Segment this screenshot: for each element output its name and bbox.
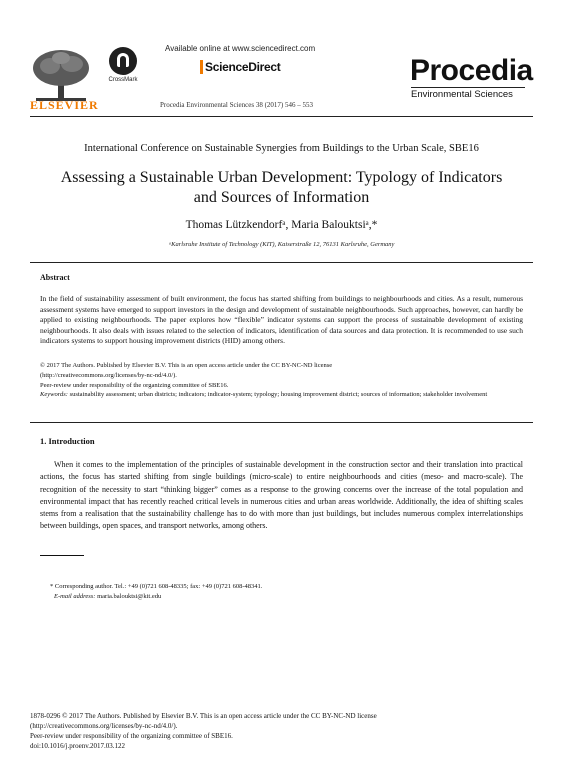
procedia-wordmark: Procedia bbox=[410, 54, 533, 87]
bottom-peer-review: Peer-review under responsibility of the organizing committee of SBE16. bbox=[30, 732, 233, 740]
introduction-text: When it comes to the implementation of the principles of sustainable development in the construction sector and their translation into practical actions, the focus has started shifting from single buildings (micro-scale) to entire neighbourhoods and cities (meso- and macro-scale). The recognition of the necessity to start “thinking bigger” comes as a response to the growing concerns over the increase of the total population and environmental impact that has recently reached critical levels in numerous cities and urban areas worldwide. Additionally, the idea of shifting scales stems from a realisation that the sustainability challenge has to do with more than just buildings, but includes numerous complex interrelationships between buildings, open spaces, and transport networks, among others. bbox=[40, 460, 523, 531]
bottom-license-link[interactable]: (http://creativecommons.org/licenses/by-nc-nd/4.0/). bbox=[30, 722, 178, 730]
keywords-label: Keywords: bbox=[40, 391, 68, 399]
abstract-heading: Abstract bbox=[40, 273, 70, 282]
abstract-text: In the field of sustainability assessment of built environment, the focus has started shifting from buildings to neighbourhoods and cities. As a result, numerous assessment systems have emerged to support investors in the design and development of sustainable neighbourhoods. Such approaches, however, can hardly be applied to existing neighbourhoods. The paper explores how “flexible” indicator systems can support the process of sustainable development of existing neighbourhoods. It also deals with issues related to the selection of indicators, identification of data sources and data protection. It is recommended to use such indicators systems to support housing improvement districts (HID) among others. bbox=[40, 294, 523, 346]
affiliation: ᵃKarlsruhe Institute of Technology (KIT), Kaiserstraße 12, 76131 Karlsruhe, Germany bbox=[168, 241, 395, 248]
email-address[interactable]: maria.balouktsi@kit.edu bbox=[95, 592, 162, 600]
header-rule bbox=[30, 116, 533, 117]
author-list: Thomas Lützkendorfᵃ, Maria Balouktsiᵃ,* bbox=[185, 219, 378, 231]
paper-title: Assessing a Sustainable Urban Development: Typology of Indicators and Sources of Information bbox=[60, 169, 503, 206]
procedia-subtitle: Environmental Sciences bbox=[411, 89, 513, 100]
bottom-publisher-block bbox=[30, 711, 533, 751]
footnote bbox=[50, 582, 510, 601]
footnote-rule bbox=[40, 555, 84, 556]
email-line bbox=[50, 592, 510, 602]
email-label: E-mail address: bbox=[54, 592, 96, 600]
abstract-bottom-rule bbox=[30, 422, 533, 423]
abstract-copyright: © 2017 The Authors. Published by Elsevier B.V. This is an open access article under the CC BY-NC-ND license bbox=[40, 362, 333, 369]
corresponding-author: * Corresponding author. Tel.: +49 (0)721 608-48335; fax: +49 (0)721 608-48341. bbox=[50, 583, 263, 590]
abstract-copyright-block bbox=[40, 361, 523, 400]
doi[interactable]: doi:10.1016/j.proenv.2017.03.122 bbox=[30, 742, 126, 750]
crossmark-badge[interactable] bbox=[108, 47, 138, 83]
elsevier-wordmark: ELSEVIER bbox=[30, 98, 99, 112]
section-heading-introduction: 1. Introduction bbox=[40, 436, 95, 446]
keywords-text: sustainability assessment; urban districts; indicators; indicator-system; typology; housing improvement district; sources of information; stakeholder involvement bbox=[67, 391, 488, 399]
procedia-divider bbox=[411, 87, 525, 88]
abstract-license-link[interactable]: (http://creativecommons.org/licenses/by-nc-nd/4.0/). bbox=[40, 371, 177, 379]
sciencedirect-accent bbox=[200, 60, 203, 74]
available-online-link[interactable]: Available online at www.sciencedirect.com bbox=[165, 44, 316, 53]
conference-name: International Conference on Sustainable Synergies from Buildings to the Urban Scale, SBE16 bbox=[84, 143, 479, 154]
keywords bbox=[40, 390, 523, 400]
crossmark-label: CrossMark bbox=[108, 77, 138, 83]
abstract-peer-review: Peer-review under responsibility of the organizing committee of SBE16. bbox=[40, 381, 229, 389]
sciencedirect-wordmark: ScienceDirect bbox=[205, 60, 281, 74]
crossmark-icon bbox=[109, 47, 137, 75]
issn-line: 1878-0296 © 2017 The Authors. Published by Elsevier B.V. This is an open access article under the CC BY-NC-ND license bbox=[30, 712, 377, 720]
abstract-top-rule bbox=[30, 262, 533, 263]
journal-reference: Procedia Environmental Sciences 38 (2017) 546 – 553 bbox=[160, 101, 313, 109]
